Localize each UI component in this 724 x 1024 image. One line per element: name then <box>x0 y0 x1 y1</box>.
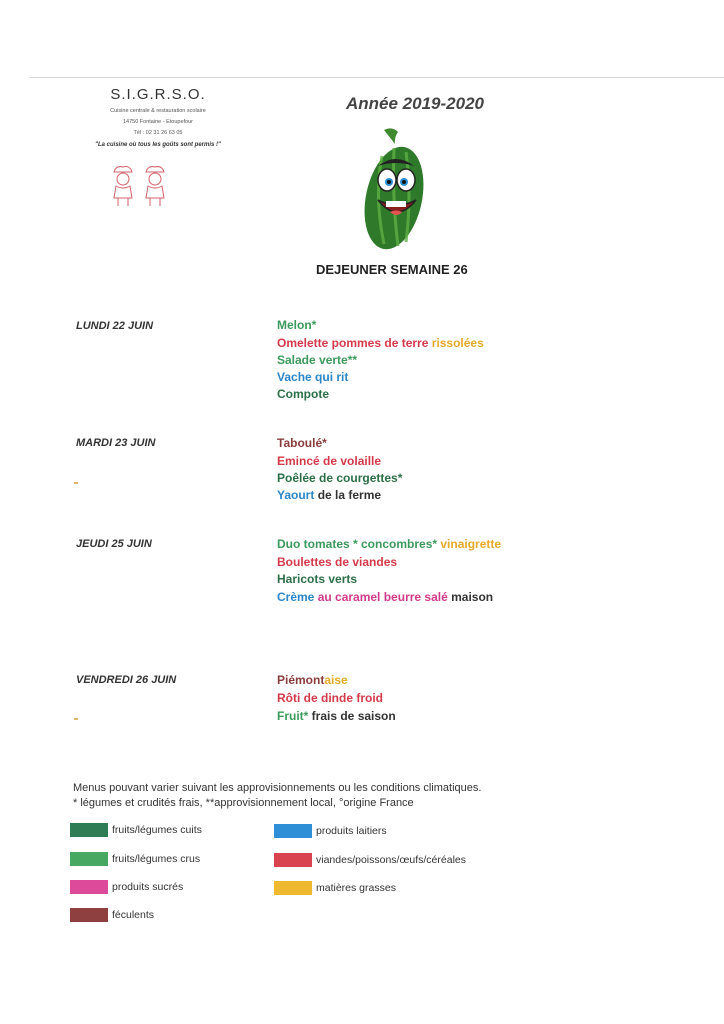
legend-label: matières grasses <box>316 882 396 894</box>
legend-swatch <box>70 880 108 894</box>
legend-item <box>274 881 396 895</box>
dish-line <box>277 673 348 687</box>
dish-text: Rôti de dinde froid <box>277 691 383 705</box>
week-title: DEJEUNER SEMAINE 26 <box>316 262 468 277</box>
dish-line <box>277 454 381 468</box>
dish-text: frais de saison <box>311 709 396 723</box>
legend-swatch <box>70 908 108 922</box>
dish-text: Yaourt <box>277 488 318 502</box>
legend-swatch <box>70 852 108 866</box>
dish-text: Haricots verts <box>277 572 358 586</box>
dish-text: Boulettes de viandes <box>277 555 398 569</box>
dish-line <box>277 590 493 604</box>
dish-text: Melon* <box>277 318 317 332</box>
org-slogan: "La cuisine où tous les goûts sont permis !" <box>95 142 221 148</box>
dish-text: Emincé de volaille <box>277 454 382 468</box>
legend-label: produits sucrés <box>112 881 184 893</box>
dish-text: Omelette pommes de terre <box>277 336 432 350</box>
dish-line <box>277 436 327 450</box>
notes-line-1: Menus pouvant varier suivant les approvisionnements ou les conditions climatiques. <box>73 782 482 794</box>
dish-text: Piémont <box>277 673 325 687</box>
legend-item <box>70 880 183 894</box>
dish-line <box>277 488 381 502</box>
cucumber-mascot-icon <box>360 126 430 252</box>
dish-line <box>277 537 501 551</box>
dish-text: aise <box>324 673 348 687</box>
legend-label: viandes/poissons/œufs/céréales <box>316 854 466 866</box>
scan-speck <box>74 482 78 484</box>
legend-label: produits laitiers <box>316 825 387 837</box>
dish-text: Fruit* <box>277 709 312 723</box>
org-block <box>78 86 238 148</box>
dish-line <box>277 471 402 485</box>
dish-text: Vache qui rit <box>277 370 349 384</box>
dish-line <box>277 691 383 705</box>
dish-line <box>277 387 329 401</box>
school-year: Année 2019-2020 <box>346 94 484 113</box>
dish-text: Poêlée de courgettes* <box>277 471 403 485</box>
legend-item <box>70 852 200 866</box>
legend-label: fruits/légumes crus <box>112 853 201 865</box>
org-address: 14750 Fontaine - Etoupefour <box>122 119 194 125</box>
legend-swatch <box>274 824 312 838</box>
dish-line <box>277 555 397 569</box>
dish-text: maison <box>447 590 494 604</box>
dish-line <box>277 318 316 332</box>
legend-item <box>274 853 466 867</box>
dish-line <box>277 370 348 384</box>
legend-label: fruits/légumes cuits <box>112 824 202 836</box>
legend-swatch <box>70 823 108 837</box>
day-label-mardi: MARDI 23 JUIN <box>76 437 156 449</box>
org-description: Cuisine centrale & restauration scolaire <box>110 108 206 114</box>
org-phone: Tél : 02 31 26 63 05 <box>133 130 183 136</box>
org-name: S.I.G.R.S.O. <box>110 86 206 103</box>
legend-swatch <box>274 881 312 895</box>
dish-text: de la ferme <box>317 488 382 502</box>
day-label-jeudi: JEUDI 25 JUIN <box>76 538 152 550</box>
dish-text: vinaigrette <box>440 537 502 551</box>
dish-text: Salade verte** <box>277 353 358 367</box>
dish-line <box>277 336 484 350</box>
menu-notes <box>73 781 481 811</box>
dish-line <box>277 572 357 586</box>
legend-swatch <box>274 853 312 867</box>
dish-text: Taboulé* <box>277 436 327 450</box>
chefs-logo <box>108 162 172 210</box>
day-label-lundi: LUNDI 22 JUIN <box>76 320 154 332</box>
dish-text: au caramel beurre salé <box>317 590 448 604</box>
dish-text: Duo tomates * concombres* <box>277 537 441 551</box>
scan-speck <box>74 718 78 720</box>
legend-item <box>70 823 202 837</box>
legend-label: féculents <box>112 909 155 921</box>
dish-line <box>277 709 396 723</box>
day-label-vendredi: VENDREDI 26 JUIN <box>76 674 177 686</box>
dish-text: Compote <box>277 387 329 401</box>
dish-text: Crème <box>277 590 318 604</box>
legend-item <box>70 908 154 922</box>
dish-line <box>277 353 357 367</box>
notes-line-2: * légumes et crudités frais, **approvisionnement local, °origine France <box>73 797 414 809</box>
dish-text: rissolées <box>431 336 484 350</box>
top-divider <box>30 77 724 78</box>
legend-item <box>274 824 387 838</box>
